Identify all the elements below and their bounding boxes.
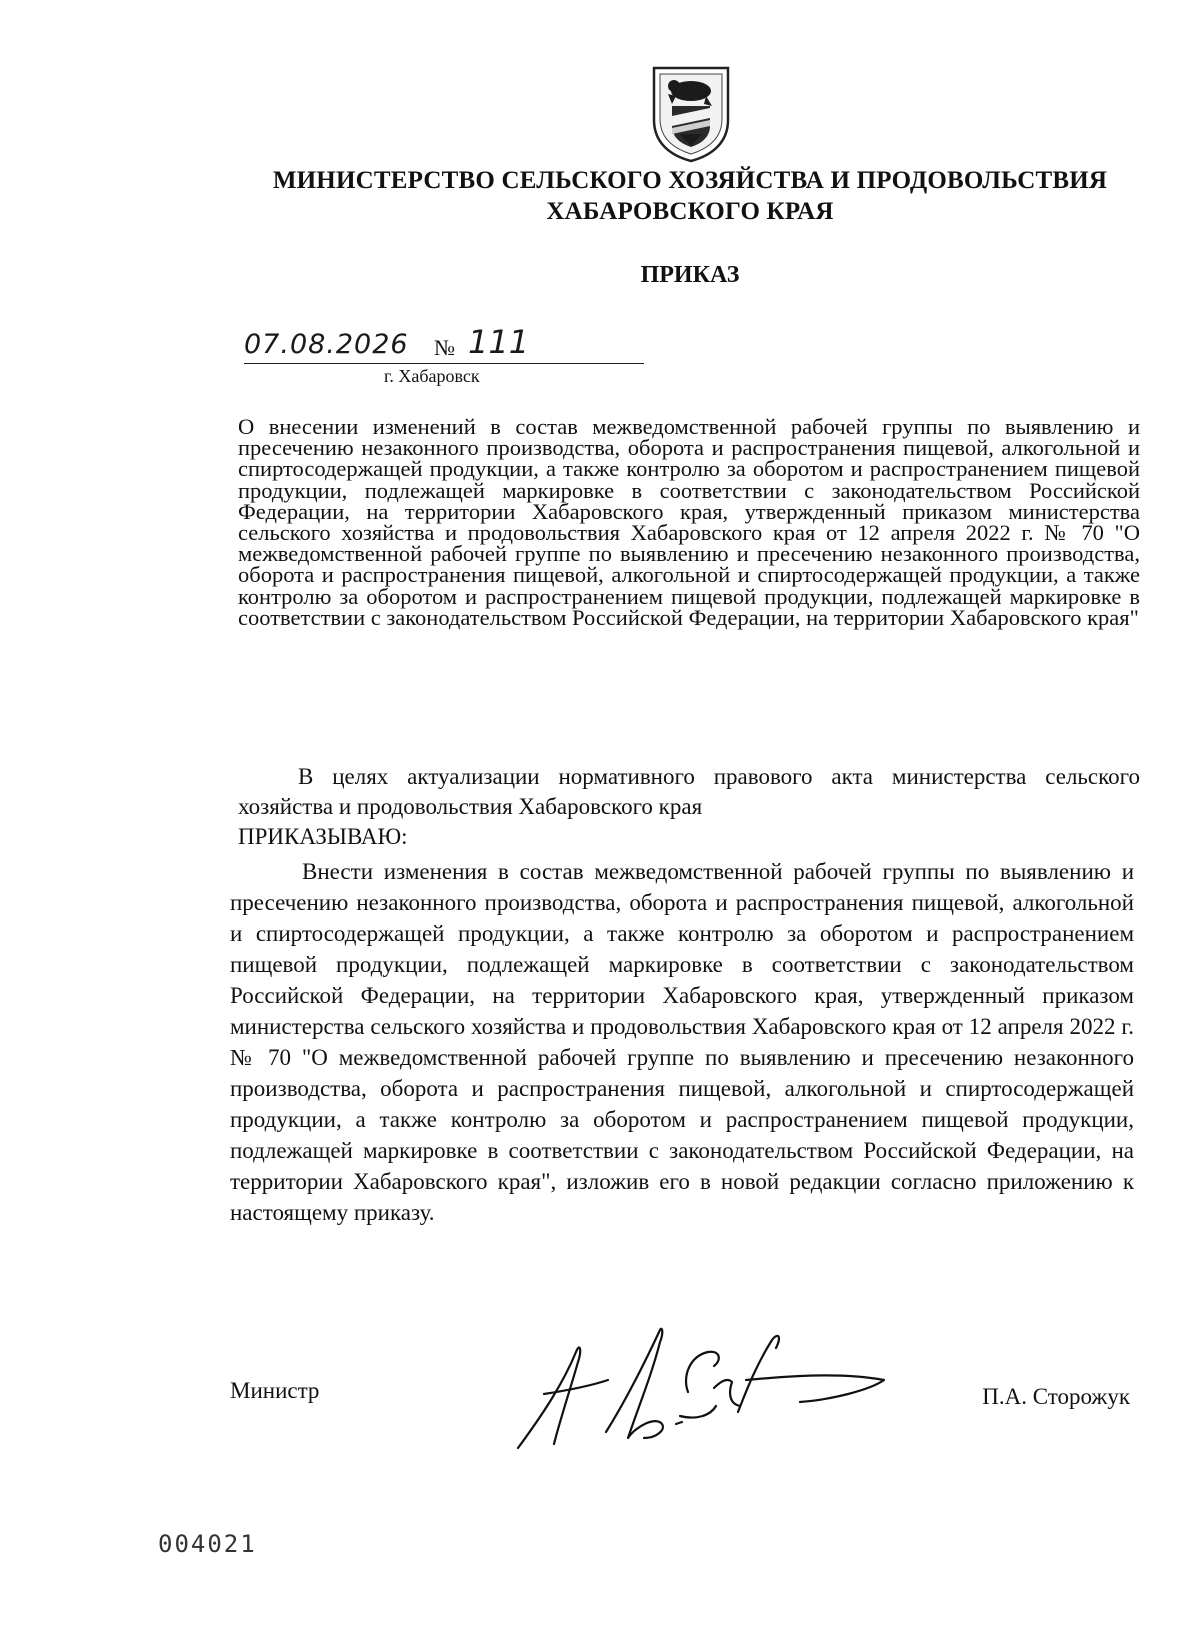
organization-name-line-2: ХАБАРОВСКОГО КРАЯ xyxy=(546,198,834,225)
handwritten-date: 07.08.2026 xyxy=(244,329,409,360)
document-subject: О внесении изменений в состав межведомственной рабочей группы по выявлению и пресечению незаконного производства, оборота и распространения пищевой, алкогольной и спиртосодержащей продукции, а также контролю за оборотом и распространением пищевой продукции, подлежащей маркировке в соответствии с законодательством Российской Федерации, на территории Хабаровского края, утвержденный приказом министерства сельского хозяйства и продовольствия Хабаровского края от 12 апреля 2022 г. № 70 "О межведомственной рабочей группе по выявлению и пресечению незаконного производства, оборота и распространения пищевой, алкогольной и спиртосодержащей продукции, а также контролю за оборотом и распространением пищевой продукции, подлежащей маркировке в соответствии с законодательством Российской Федерации, на территории Хабаровского края" xyxy=(238,414,1140,630)
number-label: № xyxy=(434,335,455,360)
signature-block xyxy=(230,1320,1140,1460)
coat-of-arms-icon xyxy=(650,64,732,164)
document-type: ПРИКАЗ xyxy=(640,262,740,288)
signer-position: Министр xyxy=(230,1378,320,1403)
city-of-issue: г. Хабаровск xyxy=(384,366,480,386)
handwritten-number: 111 xyxy=(468,323,530,361)
order-directive: ПРИКАЗЫВАЮ: xyxy=(238,824,408,849)
registration-line xyxy=(244,323,644,365)
handwritten-signature xyxy=(510,1320,910,1460)
serial-number: 004021 xyxy=(158,1530,257,1558)
order-body-paragraph: Внести изменения в состав межведомственной рабочей группы по выявлению и пресечению незаконного производства, оборота и распространения пищевой, алкогольной и спиртосодержащей продукции, а также контролю за оборотом и распространением пищевой продукции, подлежащей маркировке в соответствии с законодательством Российской Федерации, на территории Хабаровского края, утвержденный приказом министерства сельского хозяйства и продовольствия Хабаровского края от 12 апреля 2022 г. № 70 "О межведомственной рабочей группе по выявлению и пресечению незаконного производства, оборота и распространения пищевой, алкогольной и спиртосодержащей продукции, а также контролю за оборотом и распространением пищевой продукции, подлежащей маркировке в соответствии с законодательством Российской Федерации, на территории Хабаровского края", изложив его в новой редакции согласно приложению к настоящему приказу. xyxy=(230,859,1134,1225)
preamble-paragraph: В целях актуализации нормативного правового акта министерства сельского хозяйства и продовольствия Хабаровского края xyxy=(238,764,1140,819)
registration-underline xyxy=(244,363,644,364)
organization-title xyxy=(240,165,1140,227)
organization-name-line-1: МИНИСТЕРСТВО СЕЛЬСКОГО ХОЗЯЙСТВА И ПРОДОВОЛЬСТВИЯ xyxy=(272,167,1108,194)
signer-name: П.А. Сторожук xyxy=(982,1384,1130,1409)
